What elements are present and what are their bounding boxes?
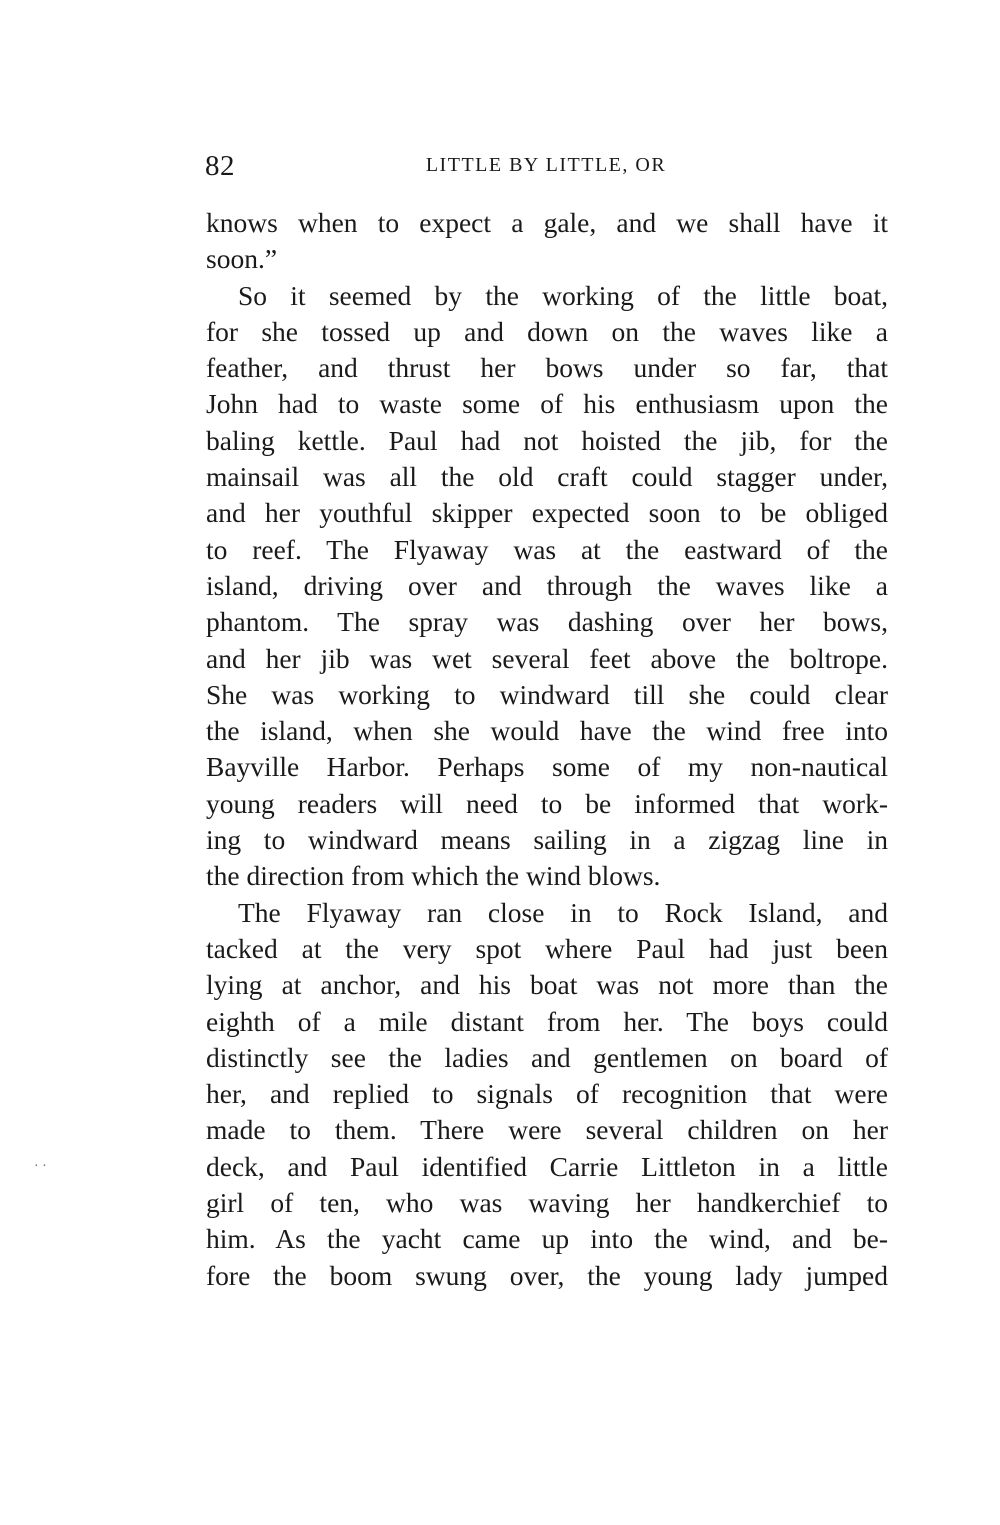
paragraph (206, 205, 888, 278)
text-line: eighth of a mile distant from her. The boys could (206, 1005, 888, 1037)
text-line: fore the boom swung over, the young lady jumped (206, 1259, 888, 1291)
text-line: young readers will need to be informed that work- (206, 787, 888, 819)
text-line: and her youthful skipper expected soon to be obliged (206, 497, 888, 529)
text-line: lying at anchor, and his boat was not more than the (206, 969, 888, 1001)
text-line: island, driving over and through the waves like a (206, 569, 888, 601)
text-line: She was working to windward till she could clear (206, 678, 888, 710)
text-line: made to them. There were several children on her (206, 1114, 888, 1146)
text-line: knows when to expect a gale, and we shall have it (206, 207, 888, 238)
text-line: ing to windward means sailing in a zigzag line in (206, 824, 888, 856)
text-line: to reef. The Flyaway was at the eastward of the (206, 533, 888, 565)
page-number: 82 (205, 150, 235, 182)
text-line: him. As the yacht came up into the wind, and be- (206, 1223, 888, 1255)
margin-speck: · · (34, 1159, 47, 1174)
text-line: mainsail was all the old craft could stagger under, (206, 461, 888, 493)
text-line: the direction from which the wind blows. (206, 860, 661, 892)
page-header (205, 150, 887, 190)
text-line: her, and replied to signals of recognition that were (206, 1078, 888, 1110)
text-line: tacked at the very spot where Paul had just been (206, 932, 888, 964)
text-line: Bayville Harbor. Perhaps some of my non-nautical (206, 751, 888, 783)
text-line: phantom. The spray was dashing over her bows, (206, 606, 888, 638)
text-line: distinctly see the ladies and gentlemen on board of (206, 1041, 888, 1073)
text-line: deck, and Paul identified Carrie Littleton in a little (206, 1150, 888, 1182)
paragraph (206, 895, 888, 1294)
running-head: LITTLE BY LITTLE, OR (425, 154, 667, 176)
text-line: for she tossed up and down on the waves like a (206, 315, 888, 347)
paragraph (206, 278, 888, 895)
text-line: baling kettle. Paul had not hoisted the jib, for the (206, 424, 888, 456)
text-line: and her jib was wet several feet above the boltrope. (206, 642, 888, 674)
text-line: the island, when she would have the wind free into (206, 715, 888, 747)
text-line: girl of ten, who was waving her handkerchief to (206, 1187, 888, 1219)
text-line: The Flyaway ran close in to Rock Island, and (238, 896, 888, 928)
text-line: feather, and thrust her bows under so far, that (206, 352, 888, 384)
text-line: John had to waste some of his enthusiasm upon the (206, 388, 888, 420)
text-line: soon.” (206, 243, 278, 275)
text-line: So it seemed by the working of the little boat, (238, 279, 888, 311)
body-text (206, 205, 888, 1294)
